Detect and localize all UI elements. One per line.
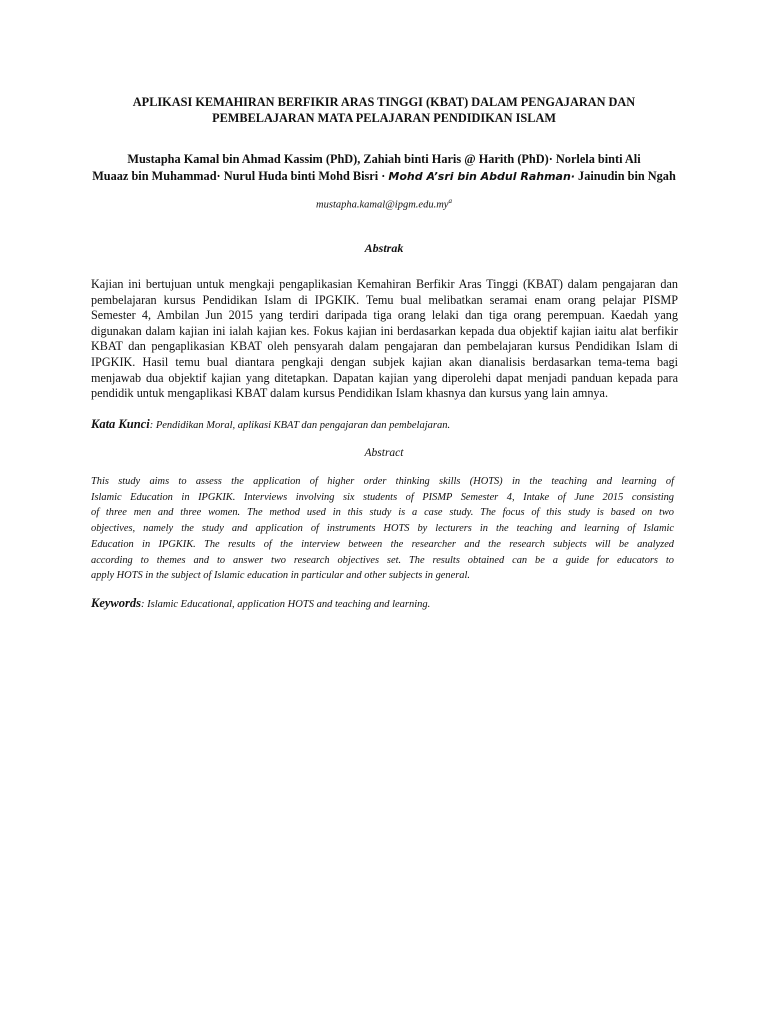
abstrak-line: digunakan dalam kajian ini ialah kajian kes. Fokus kajian ini berdasarkan kepada dua objektif kajian iaitu alat berfikir [91, 323, 678, 338]
abstract-line: according to themes and to answer two research objectives set. The results obtained can be a guide for educators to [91, 554, 674, 566]
abstract-line: Education in IPGKIK. The results of the interview between the researcher and the research subjects will be analyzed [91, 538, 674, 550]
abstract-heading: Abstract [364, 447, 404, 459]
abstrak-heading: Abstrak [364, 241, 404, 255]
abstrak-body [91, 277, 678, 402]
keywords-text: : Islamic Educational, application HOTS and teaching and learning. [141, 599, 431, 610]
authors-line-1: Mustapha Kamal bin Ahmad Kassim (PhD), Zahiah binti Haris @ Harith (PhD)· Norlela binti Ali [127, 152, 641, 166]
abstrak-line: KBAT dan pengaplikasian KBAT oleh pensyarah dalam pengajaran dan pembelajaran kursus Pendidikan Islam di [91, 339, 678, 354]
keywords-label: Keywords [91, 596, 141, 610]
authors-line-2-part-b: Mohd A’sri bin Abdul Rahman· [388, 170, 575, 183]
abstrak-line: IPGKIK. Hasil temu bual diantara pengkaji dengan subjek kajian akan dianalisis berdasarkan tema-tema bagi [91, 354, 678, 369]
abstrak-line: menjawab dua objektif kajian yang ditetapkan. Dapatan kajian yang diperolehi dapat menjadi panduan kepada para [91, 370, 678, 385]
email-superscript: a [448, 197, 452, 205]
kata-kunci [91, 417, 691, 432]
abstract-line: Islamic Education in IPGKIK. Interviews involving six students of PISMP Semester 4, Intake of June 2015 consisting [91, 491, 674, 503]
email-address: mustapha.kamal@ipgm.edu.my [316, 199, 449, 211]
kata-kunci-label: Kata Kunci [91, 417, 150, 431]
title-line-2: PEMBELAJARAN MATA PELAJARAN PENDIDIKAN ISLAM [212, 111, 556, 125]
keywords [91, 596, 691, 611]
abstrak-line: Semester 4, Ambilan Jun 2015 yang terdiri daripada tiga orang lelaki dan tiga orang perempuan. Kaedah yang [91, 308, 678, 323]
abstract-line: This study aims to assess the application of higher order thinking skills (HOTS) in the teaching and learning of [91, 476, 674, 487]
title-line-1: APLIKASI KEMAHIRAN BERFIKIR ARAS TINGGI (KBAT) DALAM PENGAJARAN DAN [132, 95, 636, 109]
abstract-line: apply HOTS in the subject of Islamic education in particular and other subjects in general. [91, 570, 470, 582]
author-email [60, 197, 708, 211]
abstract-line: of three men and three women. The method used in this study is a case study. The focus of this study is based on two [91, 507, 674, 519]
abstrak-line: Kajian ini bertujuan untuk mengkaji pengaplikasian Kemahiran Berfikir Aras Tinggi (KBAT) dalam pengajaran dan [91, 277, 678, 291]
abstrak-line: pembelajaran kursus Pendidikan Islam di IPGKIK. Temu bual melibatkan seramai enam orang pelajar PISMP [91, 292, 678, 307]
authors-line-2-part-a: Muaaz bin Muhammad· Nurul Huda binti Mohd Bisri · [92, 169, 386, 183]
abstrak-line: pendidik untuk mengaplikasi KBAT dalam kursus Pendidikan Islam khasnya dan kursus yang lain amnya. [91, 386, 608, 401]
paper-title [60, 94, 708, 126]
kata-kunci-text: : Pendidikan Moral, aplikasi KBAT dan pengajaran dan pembelajaran. [149, 420, 451, 431]
authors-line-2 [50, 168, 718, 185]
abstract-body [91, 474, 674, 584]
abstract-line: objectives, namely the study and application of instruments HOTS by lecturers in the teaching and learning of Islamic [91, 523, 674, 535]
author-list [50, 151, 718, 185]
authors-line-2-part-c: Jainudin bin Ngah [578, 169, 676, 183]
